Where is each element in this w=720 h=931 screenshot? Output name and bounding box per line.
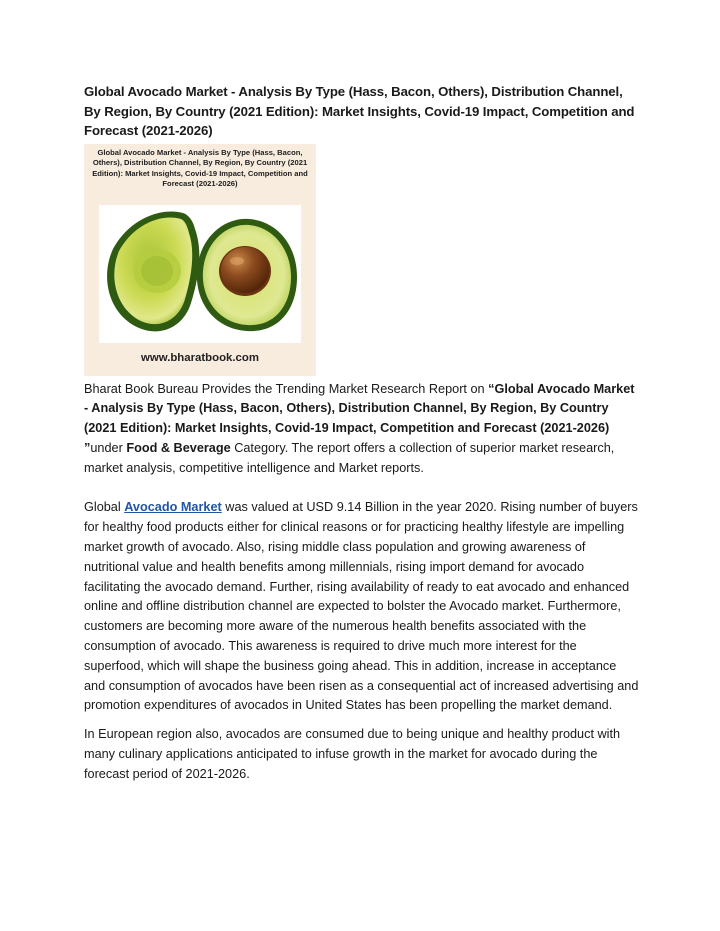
europe-paragraph: In European region also, avocados are consumed due to being unique and healthy product with many culinary applications anticipated to infuse growth in the market for avocado during the forecast period of 2021-2026.	[84, 727, 621, 781]
avocado-left-half	[107, 211, 199, 331]
market-body: was valued at USD 9.14 Billion in the year 2020. Rising number of buyers for healthy food products either for clinical reasons or for practicing healthy lifestyle are impelling market growth of avocado. Also, rising middle class population and growing awareness of nutritional value and health benefits among millennials, rising import demand for avocado facilitating the avocado demand. Further, rising availability of ready to eat avocado and enhanced online and offline distribution channel are expected to bolster the Avocado market. Furthermore, customers are becoming more aware of the numerous health benefits associated with the consumption of avocado. This awareness is required to drive much more interest for the superfood, which will shape the business going ahead. This in addition, increase in acceptance and consumption of avocados have been risen as a consequential act of increased advertising and promotion expenditures of avocados in United States has been propelling the market demand.	[84, 500, 639, 713]
intro-category: Food & Beverage	[126, 440, 231, 455]
document-title: Global Avocado Market - Analysis By Type (Hass, Bacon, Others), Distribution Channel, By Region, By Country (2021 Edition): Market Insights, Covid-19 Impact, Competition and Forecast (2021-2026)	[84, 84, 635, 138]
avocado-halves-illustration	[99, 205, 301, 343]
market-before-link: Global	[84, 500, 125, 515]
intro-report-title: “Global Avocado Market - Analysis By Type (Hass, Bacon, Others), Distribution Channel, By Region, By Country (2021 Edition): Market Insights, Covid-19 Impact, Competition and Forecast (2021-2026) ”	[84, 381, 635, 455]
avocado-right-half	[197, 218, 297, 330]
intro-under: under	[90, 440, 127, 455]
avocado-photo	[99, 205, 301, 343]
intro-lead: Bharat Book Bureau Provides the Trending Market Research Report on	[84, 381, 489, 396]
cover-title: Global Avocado Market - Analysis By Type (Hass, Bacon, Others), Distribution Channel, By Region, By Country (2021 Edition): Market Insights, Covid-19 Impact, Competition and Forecast (2021-2026)	[92, 147, 308, 189]
market-paragraph	[84, 498, 640, 716]
intro-paragraph	[84, 380, 640, 479]
document-page	[84, 82, 640, 785]
cover-website: www.bharatbook.com	[141, 351, 259, 364]
avocado-market-link[interactable]: Avocado Market	[124, 500, 222, 515]
report-cover-image	[84, 144, 316, 376]
intro-tail: Category. The report offers a collection of superior market research, market analysis, competitive intelligence and Market reports.	[84, 440, 615, 475]
